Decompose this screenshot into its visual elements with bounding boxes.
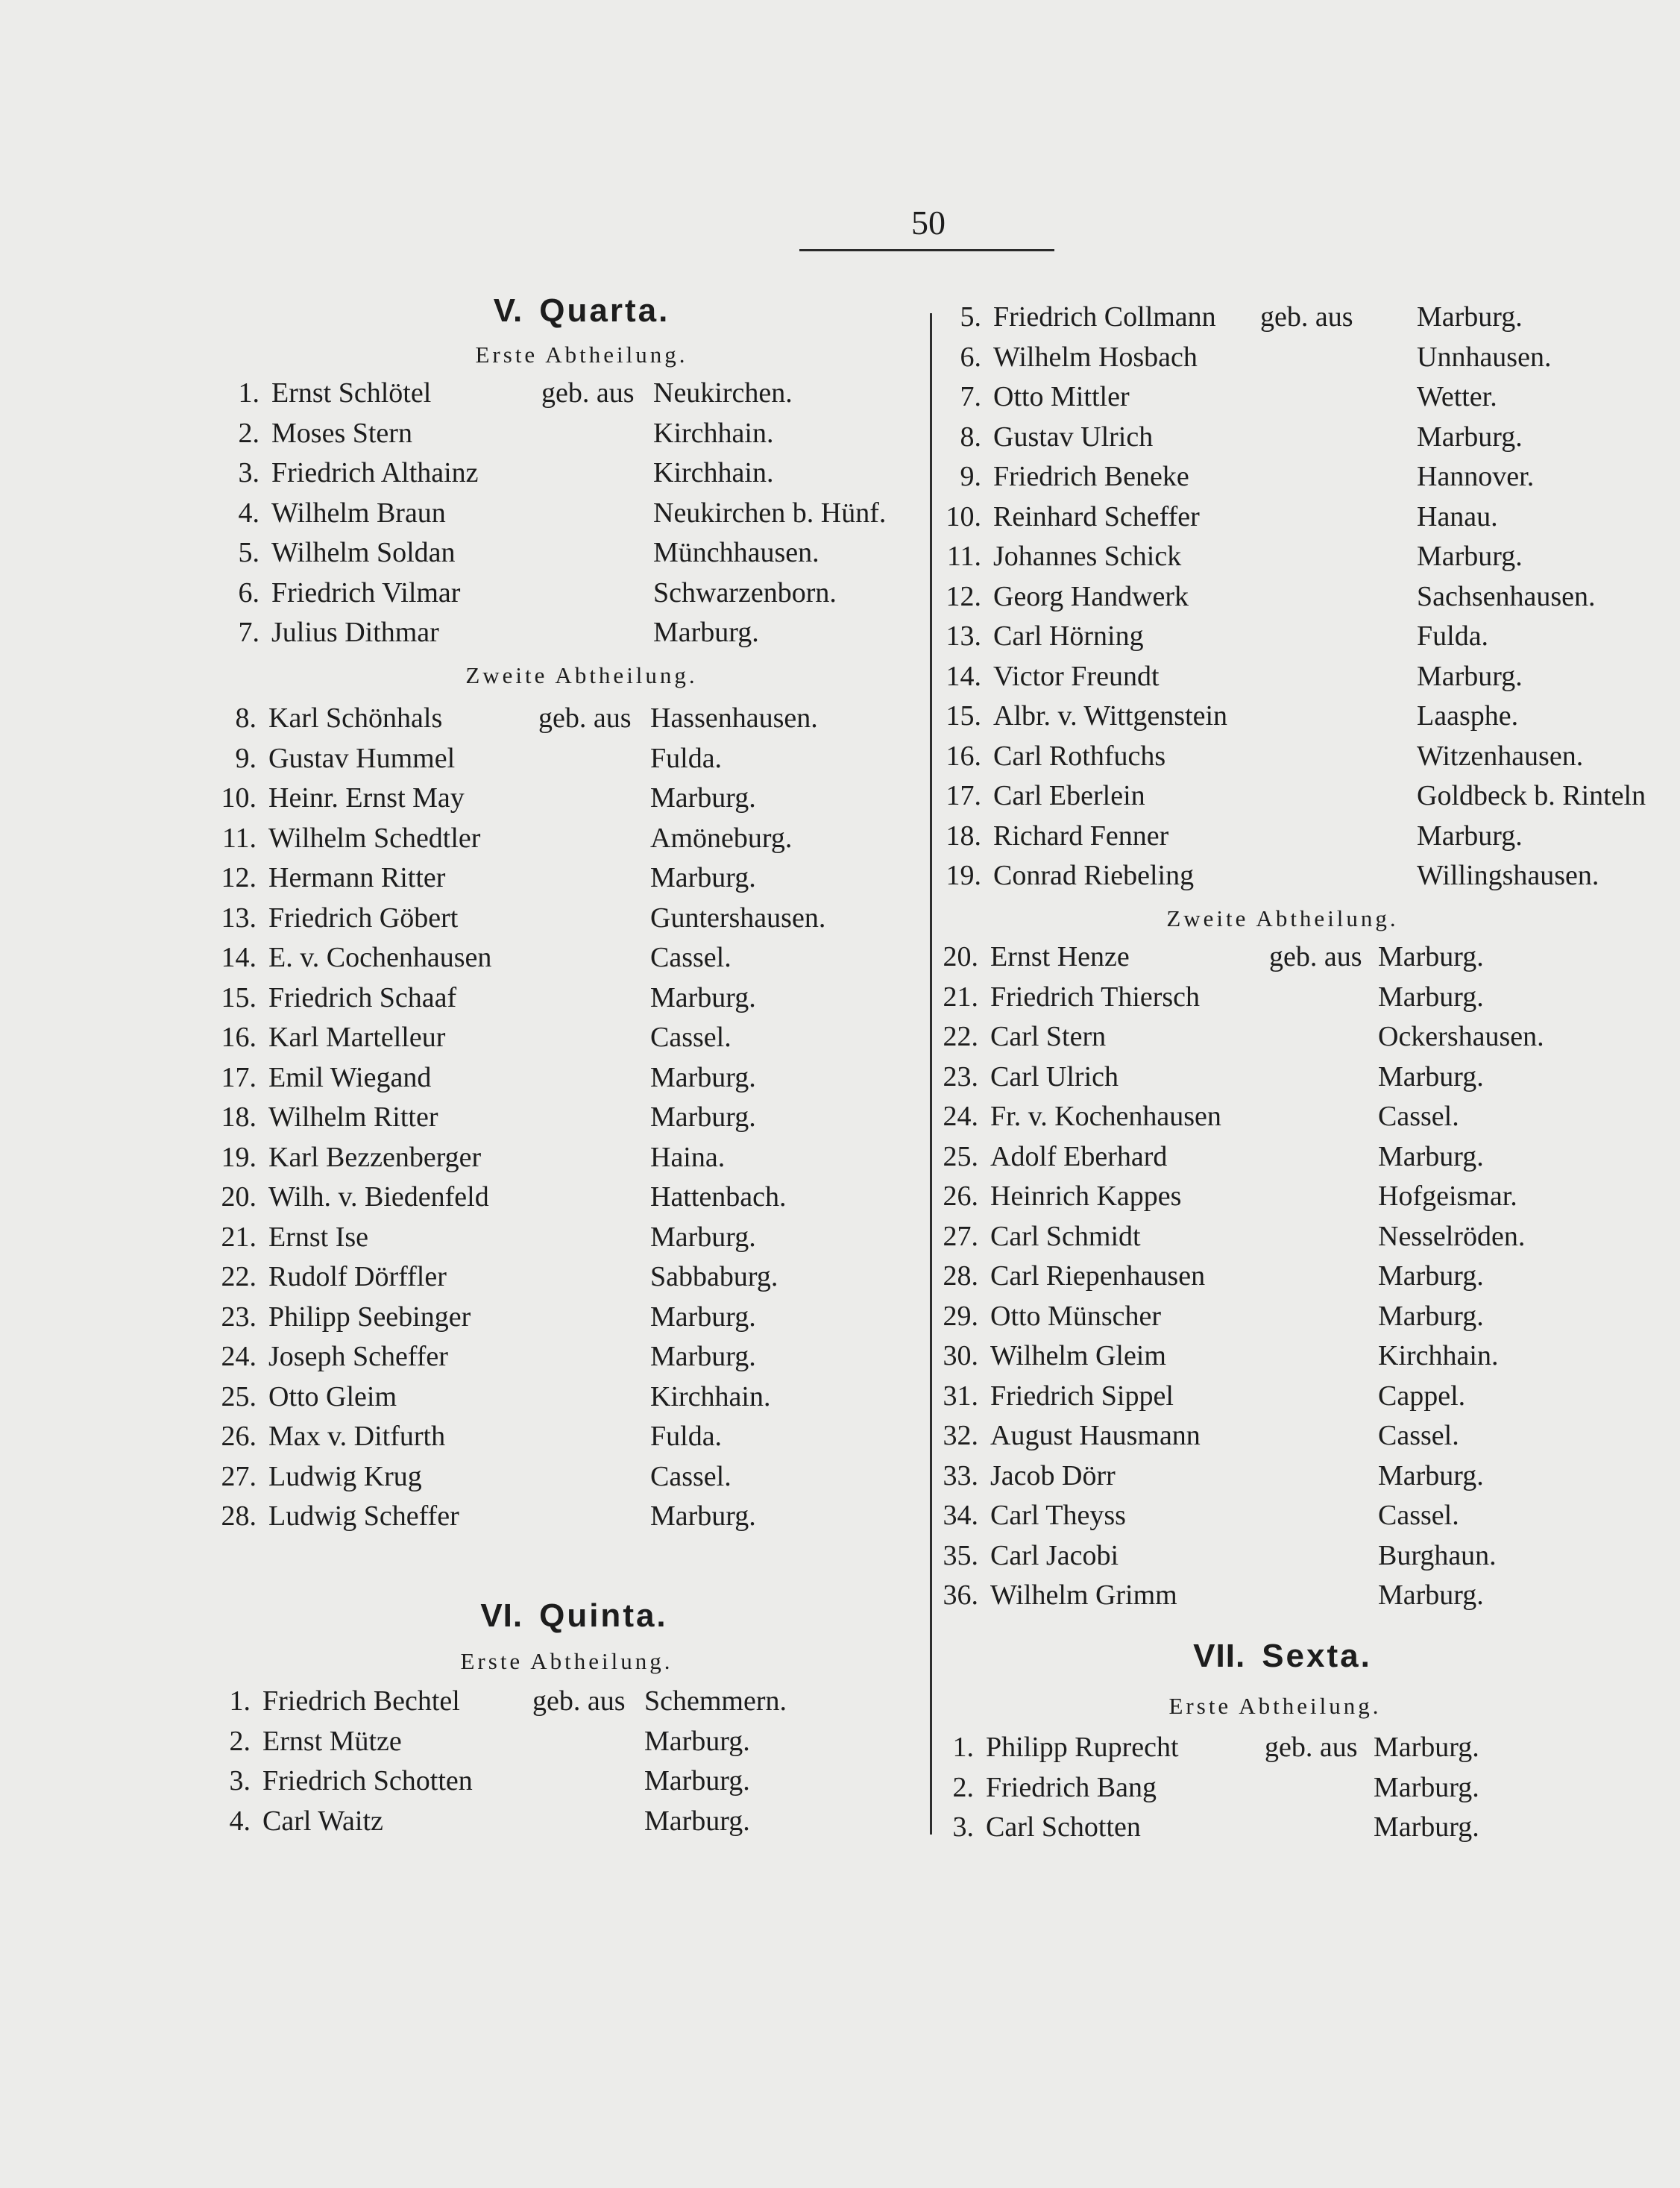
list-item: [213, 1017, 884, 1057]
entry-place: Cassel.: [1378, 1500, 1459, 1531]
list-item: [207, 1801, 878, 1841]
entry-place: Cassel.: [650, 942, 732, 973]
entry-number: 27.: [221, 1460, 257, 1492]
entry-place: Marburg.: [650, 1341, 756, 1372]
entry-number: 12.: [946, 580, 981, 612]
list-item: [216, 532, 887, 573]
list-item: [935, 977, 1606, 1017]
entry-number: 13.: [221, 902, 257, 934]
entry-place: Sachsenhausen.: [1417, 580, 1596, 612]
entry-name: Ludwig Scheffer: [268, 1500, 459, 1532]
entry-number: 35.: [943, 1539, 978, 1571]
entry-name: Jacob Dörr: [990, 1459, 1116, 1491]
entry-number: 20.: [221, 1181, 257, 1213]
list-item: [213, 898, 884, 938]
entry-place: Marburg.: [1374, 1771, 1479, 1803]
list-item: [938, 656, 1609, 697]
entry-place: Hofgeismar.: [1378, 1181, 1517, 1212]
entry-place: Marburg.: [644, 1725, 750, 1757]
entry-name: Friedrich Göbert: [268, 902, 459, 934]
list-item: [935, 1256, 1606, 1296]
section-title: [1119, 1638, 1447, 1675]
entry-number: 20.: [943, 941, 978, 972]
list-item: [216, 612, 887, 653]
entry-number: 19.: [946, 860, 981, 891]
list-item: [935, 937, 1606, 977]
entry-place: Marburg.: [650, 1061, 756, 1093]
entry-name: Carl Schotten: [986, 1811, 1141, 1843]
entry-name: Philipp Ruprecht: [986, 1732, 1179, 1763]
entry-name: Karl Martelleur: [268, 1022, 446, 1053]
entry-place: Kirchhain.: [653, 457, 774, 488]
entry-name: Gustav Ulrich: [993, 421, 1154, 453]
entry-place: Marburg.: [644, 1765, 750, 1796]
list-item: [213, 1217, 884, 1257]
entry-place: Cassel.: [1378, 1420, 1459, 1451]
entry-number: 9.: [960, 461, 981, 492]
list-item: [938, 497, 1609, 537]
entry-number: 5.: [960, 301, 981, 333]
entry-name: Wilhelm Ritter: [268, 1101, 438, 1133]
entry-place: Marburg.: [650, 1301, 756, 1333]
list-item: [931, 1807, 1602, 1847]
entry-name: E. v. Cochenhausen: [268, 942, 492, 973]
entry-place: Marburg.: [1378, 981, 1484, 1013]
entry-name: August Hausmann: [990, 1420, 1201, 1451]
list-item: [935, 1336, 1606, 1376]
entry-place: Marburg.: [1378, 1140, 1484, 1172]
section-title: [418, 292, 746, 330]
entry-number: 4.: [229, 1805, 251, 1837]
entry-name: Friedrich Bechtel: [262, 1685, 460, 1717]
entry-name: Carl Eberlein: [993, 780, 1145, 811]
entry-number: 22.: [221, 1261, 257, 1292]
entry-place: Haina.: [650, 1141, 726, 1173]
list-item: [935, 1535, 1606, 1576]
entry-name: Victor Freundt: [993, 660, 1160, 692]
subsection-heading: Erste Abtheilung.: [475, 342, 688, 368]
entry-place: Marburg.: [1378, 1060, 1484, 1093]
entry-number: 18.: [946, 820, 981, 852]
entry-name: Wilhelm Braun: [271, 497, 446, 529]
entry-number: 24.: [221, 1341, 257, 1372]
section-title: [410, 1597, 738, 1635]
list-item: [213, 778, 884, 818]
entry-birthplace-prefix: geb. aus: [1269, 941, 1362, 972]
entry-name: Reinhard Scheffer: [993, 500, 1200, 532]
entry-name: Max v. Ditfurth: [268, 1421, 446, 1452]
entry-place: Marburg.: [650, 1221, 756, 1253]
list-item: [207, 1681, 878, 1721]
entry-number: 10.: [221, 782, 257, 814]
entry-place: Marburg.: [644, 1805, 750, 1837]
entry-name: Ernst Schlötel: [271, 377, 432, 409]
list-item: [216, 413, 887, 453]
list-item: [213, 1496, 884, 1536]
entry-name: Friedrich Schotten: [262, 1765, 473, 1796]
entry-name: Friedrich Bang: [986, 1771, 1157, 1803]
entry-number: 7.: [960, 381, 981, 412]
entry-birthplace-prefix: geb. aus: [532, 1685, 626, 1717]
entry-number: 16.: [221, 1022, 257, 1053]
list-item: [213, 1057, 884, 1098]
list-item: [216, 453, 887, 493]
entry-number: 16.: [946, 740, 981, 772]
list-item: [207, 1761, 878, 1801]
entry-number: 15.: [221, 981, 257, 1013]
entry-name: Johannes Schick: [993, 541, 1182, 572]
entry-name: Wilhelm Schedtler: [268, 822, 481, 854]
entry-birthplace-prefix: geb. aus: [1260, 301, 1353, 333]
entry-name: Joseph Scheffer: [268, 1341, 448, 1372]
list-item: [938, 816, 1609, 856]
entry-name: Friedrich Thiersch: [990, 981, 1201, 1013]
entry-number: 19.: [221, 1141, 257, 1173]
entry-number: 28.: [221, 1500, 257, 1532]
entry-place: Cassel.: [650, 1022, 732, 1053]
entry-name: Otto Münscher: [990, 1300, 1162, 1332]
list-item: [935, 1057, 1606, 1097]
entry-place: Schemmern.: [644, 1685, 787, 1717]
entry-number: 34.: [943, 1500, 978, 1531]
entry-number: 30.: [943, 1340, 978, 1371]
list-item: [213, 858, 884, 898]
entry-name: Emil Wiegand: [268, 1061, 432, 1093]
entry-place: Marburg.: [650, 862, 756, 893]
list-item: [935, 1456, 1606, 1496]
entry-name: Wilhelm Hosbach: [993, 341, 1198, 373]
entry-name: Karl Schönhals: [268, 702, 443, 734]
entry-name: Friedrich Althainz: [271, 457, 479, 488]
entry-place: Goldbeck b. Rinteln: [1417, 780, 1646, 811]
entry-place: Marburg.: [650, 981, 756, 1013]
entry-number: 1.: [229, 1685, 251, 1717]
entry-number: 3.: [952, 1811, 974, 1843]
entry-number: 3.: [229, 1765, 251, 1796]
list-item: [935, 1415, 1606, 1456]
entry-name: Moses Stern: [271, 417, 412, 449]
entry-place: Marburg.: [1374, 1732, 1479, 1763]
entry-number: 1.: [952, 1732, 974, 1763]
entry-number: 15.: [946, 700, 981, 732]
entry-name: Wilh. v. Biedenfeld: [268, 1181, 489, 1213]
entry-place: Marburg.: [1378, 1579, 1484, 1611]
entry-name: Karl Bezzenberger: [268, 1141, 482, 1173]
subsection-heading: Zweite Abtheilung.: [465, 662, 698, 688]
entry-name: Carl Riepenhausen: [990, 1260, 1206, 1292]
entry-number: 29.: [943, 1300, 978, 1332]
entry-place: Marburg.: [1378, 1260, 1484, 1292]
page-number-rule: [799, 249, 1054, 251]
entry-number: 17.: [221, 1061, 257, 1093]
entry-name: Ernst Ise: [268, 1221, 369, 1253]
entry-name: Wilhelm Gleim: [990, 1340, 1166, 1371]
list-item: [213, 738, 884, 779]
list-item: [216, 373, 887, 413]
entry-place: Kirchhain.: [650, 1380, 771, 1412]
list-item: [938, 417, 1609, 457]
entry-number: 25.: [221, 1380, 257, 1412]
entry-number: 5.: [238, 537, 259, 568]
entry-name: Georg Handwerk: [993, 580, 1189, 612]
list-item: [938, 696, 1609, 736]
entry-place: Cassel.: [650, 1460, 732, 1492]
entry-place: Wetter.: [1417, 381, 1497, 412]
entry-place: Marburg.: [1417, 421, 1523, 453]
entry-place: Neukirchen b. Hünf.: [653, 497, 887, 529]
list-item: [938, 736, 1609, 776]
entry-number: 18.: [221, 1101, 257, 1133]
entry-place: Kirchhain.: [653, 417, 774, 449]
entry-number: 36.: [943, 1579, 978, 1611]
entry-number: 6.: [238, 576, 259, 609]
list-item: [216, 493, 887, 533]
entry-place: Hattenbach.: [650, 1181, 787, 1213]
entry-number: 14.: [946, 660, 981, 692]
entry-place: Cappel.: [1378, 1380, 1466, 1412]
entry-number: 14.: [221, 942, 257, 973]
entry-place: Hassenhausen.: [650, 702, 818, 734]
section-roman-numeral: VII.: [1193, 1638, 1246, 1674]
list-item: [213, 1257, 884, 1297]
list-item: [213, 1137, 884, 1178]
list-item: [213, 1297, 884, 1337]
entry-place: Burghaun.: [1378, 1539, 1497, 1571]
entry-place: Fulda.: [1417, 620, 1489, 652]
entry-place: Marburg.: [650, 782, 756, 814]
entry-number: 23.: [221, 1301, 257, 1333]
list-item: [938, 536, 1609, 576]
list-item: [935, 1376, 1606, 1416]
entry-name: Carl Hörning: [993, 620, 1144, 652]
entry-number: 4.: [238, 497, 259, 529]
list-item: [931, 1767, 1602, 1808]
entry-place: Fulda.: [650, 742, 723, 774]
entry-place: Marburg.: [1417, 820, 1523, 852]
list-item: [931, 1727, 1602, 1767]
list-item: [935, 1216, 1606, 1257]
list-item: [935, 1137, 1606, 1177]
entry-number: 11.: [221, 822, 257, 854]
entry-number: 10.: [946, 500, 981, 532]
entry-number: 11.: [946, 541, 981, 572]
list-item: [213, 1416, 884, 1456]
list-item: [938, 776, 1646, 816]
entry-place: Laasphe.: [1417, 700, 1519, 732]
list-item: [213, 1336, 884, 1377]
entry-place: Neukirchen.: [653, 377, 793, 409]
entry-name: Albr. v. Wittgenstein: [993, 700, 1228, 732]
entry-name: Friedrich Sippel: [990, 1380, 1174, 1412]
list-item: [213, 937, 884, 978]
entry-name: Gustav Hummel: [268, 742, 456, 774]
entry-number: 17.: [946, 780, 981, 811]
subsection-heading: Erste Abtheilung.: [460, 1648, 673, 1674]
list-item: [213, 818, 884, 858]
list-item: [938, 616, 1609, 656]
entry-number: 21.: [221, 1221, 257, 1253]
entry-number: 3.: [238, 457, 259, 488]
entry-place: Marburg.: [1417, 660, 1523, 692]
list-item: [938, 855, 1609, 896]
list-item: [935, 1575, 1606, 1615]
entry-name: Friedrich Vilmar: [271, 576, 461, 609]
entry-name: Rudolf Dörffler: [268, 1261, 447, 1292]
entry-place: Marburg.: [1378, 941, 1484, 972]
entry-number: 1.: [238, 377, 259, 409]
entry-number: 25.: [943, 1140, 978, 1172]
entry-name: Ludwig Krug: [268, 1460, 422, 1492]
list-item: [213, 698, 884, 738]
entry-place: Hanau.: [1417, 500, 1498, 532]
entry-number: 7.: [238, 617, 259, 648]
subsection-heading: Zweite Abtheilung.: [1166, 905, 1399, 931]
entry-place: Amöneburg.: [650, 822, 793, 854]
entry-place: Fulda.: [650, 1421, 723, 1452]
list-item: [213, 1097, 884, 1137]
entry-place: Marburg.: [650, 1500, 756, 1532]
entry-name: Wilhelm Grimm: [990, 1579, 1177, 1611]
section-name: Quinta.: [539, 1597, 668, 1634]
entry-name: Adolf Eberhard: [990, 1140, 1168, 1172]
list-item: [935, 1495, 1606, 1535]
entry-name: Carl Rothfuchs: [993, 740, 1166, 772]
entry-place: Marburg.: [653, 617, 759, 648]
entry-place: Münchhausen.: [653, 537, 819, 568]
subsection-heading: Erste Abtheilung.: [1168, 1693, 1382, 1719]
entry-name: Carl Ulrich: [990, 1060, 1119, 1093]
entry-number: 26.: [943, 1181, 978, 1212]
entry-place: Marburg.: [1378, 1300, 1484, 1332]
list-item: [207, 1721, 878, 1761]
entry-name: Ernst Henze: [990, 941, 1130, 972]
entry-name: Heinrich Kappes: [990, 1181, 1182, 1212]
entry-birthplace-prefix: geb. aus: [1265, 1732, 1358, 1763]
list-item: [213, 1177, 884, 1217]
entry-name: Wilhelm Soldan: [271, 537, 456, 568]
entry-name: Carl Waitz: [262, 1805, 383, 1837]
list-item: [216, 573, 887, 613]
entry-place: Nesselröden.: [1378, 1220, 1526, 1252]
list-item: [213, 1377, 884, 1417]
entry-place: Marburg.: [650, 1101, 756, 1133]
section-roman-numeral: V.: [493, 292, 523, 329]
list-item: [938, 297, 1609, 337]
entry-number: 22.: [943, 1021, 978, 1052]
page-number: 50: [911, 204, 946, 242]
entry-number: 12.: [221, 862, 257, 893]
entry-number: 23.: [943, 1060, 978, 1093]
entry-number: 8.: [235, 702, 257, 734]
entry-place: Schwarzenborn.: [653, 576, 837, 609]
entry-name: Otto Gleim: [268, 1380, 397, 1412]
entry-name: Friedrich Beneke: [993, 461, 1189, 492]
entry-place: Willingshausen.: [1417, 860, 1599, 891]
list-item: [938, 456, 1609, 497]
entry-name: Fr. v. Kochenhausen: [990, 1101, 1221, 1132]
column-divider: [930, 313, 932, 1835]
entry-name: Friedrich Schaaf: [268, 981, 457, 1013]
entry-number: 13.: [946, 620, 981, 652]
entry-number: 21.: [943, 981, 978, 1013]
entry-number: 32.: [943, 1420, 978, 1451]
entry-place: Hannover.: [1417, 461, 1535, 492]
entry-number: 8.: [960, 421, 981, 453]
entry-place: Cassel.: [1378, 1101, 1459, 1132]
entry-place: Marburg.: [1417, 541, 1523, 572]
entry-place: Unnhausen.: [1417, 341, 1552, 373]
entry-name: Carl Theyss: [990, 1500, 1126, 1531]
entry-place: Guntershausen.: [650, 902, 826, 934]
entry-name: Heinr. Ernst May: [268, 782, 465, 814]
entry-name: Carl Jacobi: [990, 1539, 1119, 1571]
entry-number: 28.: [943, 1260, 978, 1292]
entry-name: Richard Fenner: [993, 820, 1169, 852]
section-roman-numeral: VI.: [480, 1597, 523, 1634]
entry-name: Friedrich Collmann: [993, 301, 1216, 333]
list-item: [935, 1296, 1606, 1336]
entry-number: 31.: [943, 1380, 978, 1412]
entry-name: Philipp Seebinger: [268, 1301, 471, 1333]
entry-number: 26.: [221, 1421, 257, 1452]
list-item: [938, 576, 1609, 617]
entry-number: 2.: [229, 1725, 251, 1757]
section-name: Quarta.: [539, 292, 670, 329]
entry-name: Ernst Mütze: [262, 1725, 402, 1757]
entry-name: Hermann Ritter: [268, 862, 446, 893]
entry-number: 6.: [960, 341, 981, 373]
entry-birthplace-prefix: geb. aus: [541, 377, 635, 409]
entry-name: Otto Mittler: [993, 381, 1130, 412]
list-item: [935, 1016, 1606, 1057]
entry-place: Witzenhausen.: [1417, 740, 1584, 772]
list-item: [213, 978, 884, 1018]
list-item: [213, 1456, 884, 1497]
entry-place: Marburg.: [1417, 301, 1523, 333]
entry-number: 9.: [235, 742, 257, 774]
entry-place: Kirchhain.: [1378, 1340, 1499, 1371]
entry-place: Ockershausen.: [1378, 1021, 1544, 1052]
entry-number: 2.: [952, 1771, 974, 1803]
list-item: [935, 1176, 1606, 1216]
entry-name: Julius Dithmar: [271, 617, 439, 648]
entry-number: 27.: [943, 1220, 978, 1252]
entry-name: Conrad Riebeling: [993, 860, 1195, 891]
entry-number: 33.: [943, 1459, 978, 1491]
list-item: [935, 1096, 1606, 1137]
list-item: [938, 337, 1609, 377]
entry-birthplace-prefix: geb. aus: [538, 702, 632, 734]
section-name: Sexta.: [1262, 1638, 1372, 1674]
entry-name: Carl Stern: [990, 1021, 1107, 1052]
list-item: [938, 377, 1609, 417]
entry-name: Carl Schmidt: [990, 1220, 1141, 1252]
entry-number: 2.: [238, 417, 259, 449]
entry-place: Sabbaburg.: [650, 1261, 778, 1292]
entry-place: Marburg.: [1374, 1811, 1479, 1843]
entry-place: Marburg.: [1378, 1459, 1484, 1491]
entry-number: 24.: [943, 1101, 978, 1132]
